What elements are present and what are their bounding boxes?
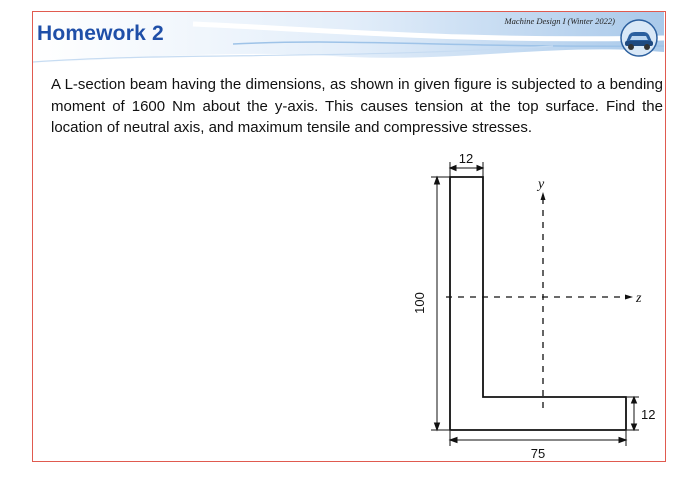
course-label: Machine Design I (Winter 2022): [504, 16, 615, 26]
dim-height: 100: [412, 292, 427, 314]
problem-text: A L-section beam having the dimensions, as shown in given figure is subjected to a bending moment of 1600 Nm about the y-axis. This causes tension at the top surface. Find the location of neutral axis, and maximum tensile and compressive stresses.: [51, 76, 663, 136]
page-title: Homework 2: [37, 22, 164, 45]
z-axis-label: z: [636, 291, 642, 306]
dim-top-width: 12: [458, 151, 474, 166]
y-axis-label: y: [538, 177, 545, 192]
l-section-figure: [33, 12, 666, 462]
l-section-outline: [450, 177, 626, 430]
dim-bottom-thickness: 12: [641, 407, 656, 422]
slide: [32, 11, 666, 462]
dim-base-width: 75: [530, 446, 546, 461]
